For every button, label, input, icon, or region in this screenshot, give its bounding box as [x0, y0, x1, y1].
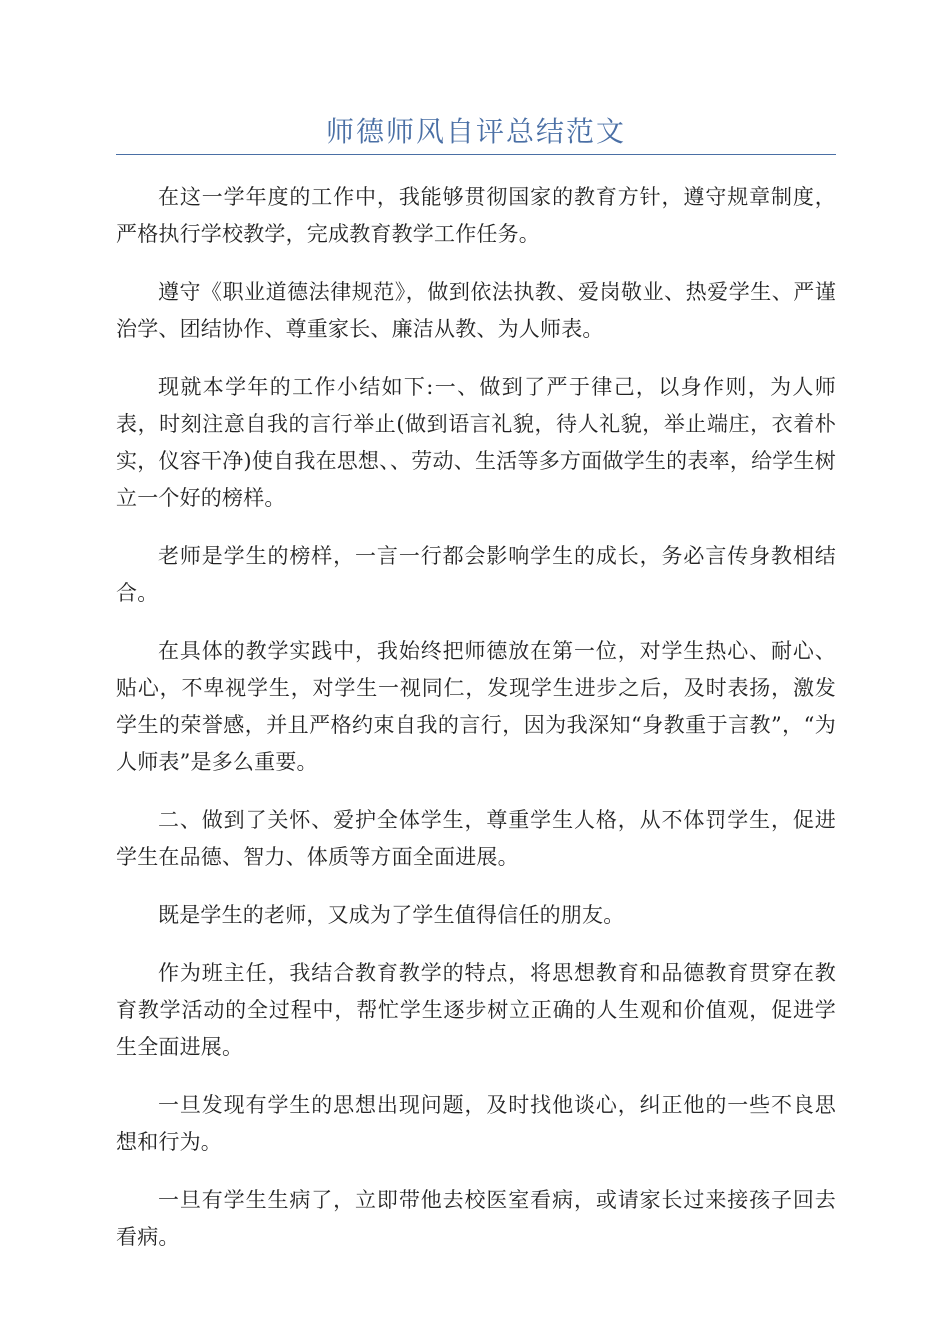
paragraph-2: 遵守《职业道德法律规范》，做到依法执教、爱岗敬业、热爱学生、严谨治学、团结协作、尊重家长、廉洁从教、为人师表。 — [116, 280, 836, 341]
paragraph-10: 一旦有学生生病了，立即带他去校医室看病，或请家长过来接孩子回去看病。 — [116, 1188, 836, 1249]
title-underline — [116, 154, 836, 155]
paragraph-4: 老师是学生的榜样，一言一行都会影响学生的成长，务必言传身教相结合。 — [116, 544, 836, 605]
paragraph-1: 在这一学年度的工作中，我能够贯彻国家的教育方针，遵守规章制度，严格执行学校教学，完成教育教学工作任务。 — [116, 185, 836, 246]
paragraph-9: 一旦发现有学生的思想出现问题，及时找他谈心，纠正他的一些不良思想和行为。 — [116, 1093, 836, 1154]
document-page — [116, 112, 836, 1277]
paragraph-6: 二、做到了关怀、爱护全体学生，尊重学生人格，从不体罚学生，促进学生在品德、智力、体质等方面全面进展。 — [116, 808, 836, 869]
paragraph-7: 既是学生的老师，又成为了学生值得信任的朋友。 — [158, 903, 625, 927]
document-title: 师德师风自评总结范文 — [325, 115, 626, 148]
paragraph-5: 在具体的教学实践中，我始终把师德放在第一位，对学生热心、耐心、贴心，不卑视学生，对学生一视同仁，发现学生进步之后，及时表扬，激发学生的荣誉感，并且严格约束自我的言行，因为我深知“身教重于言教”，“为人师表”是多么重要。 — [116, 639, 836, 774]
paragraph-3: 现就本学年的工作小结如下:一、做到了严于律己，以身作则，为人师表，时刻注意自我的言行举止(做到语言礼貌，待人礼貌，举止端庄，衣着朴实，仪容干净)使自我在思想、、劳动、生活等多方面做学生的表率，给学生树立一个好的榜样。 — [116, 375, 836, 510]
paragraph-8: 作为班主任，我结合教育教学的特点，将思想教育和品德教育贯穿在教育教学活动的全过程中，帮忙学生逐步树立正确的人生观和价值观，促进学生全面进展。 — [116, 961, 836, 1059]
